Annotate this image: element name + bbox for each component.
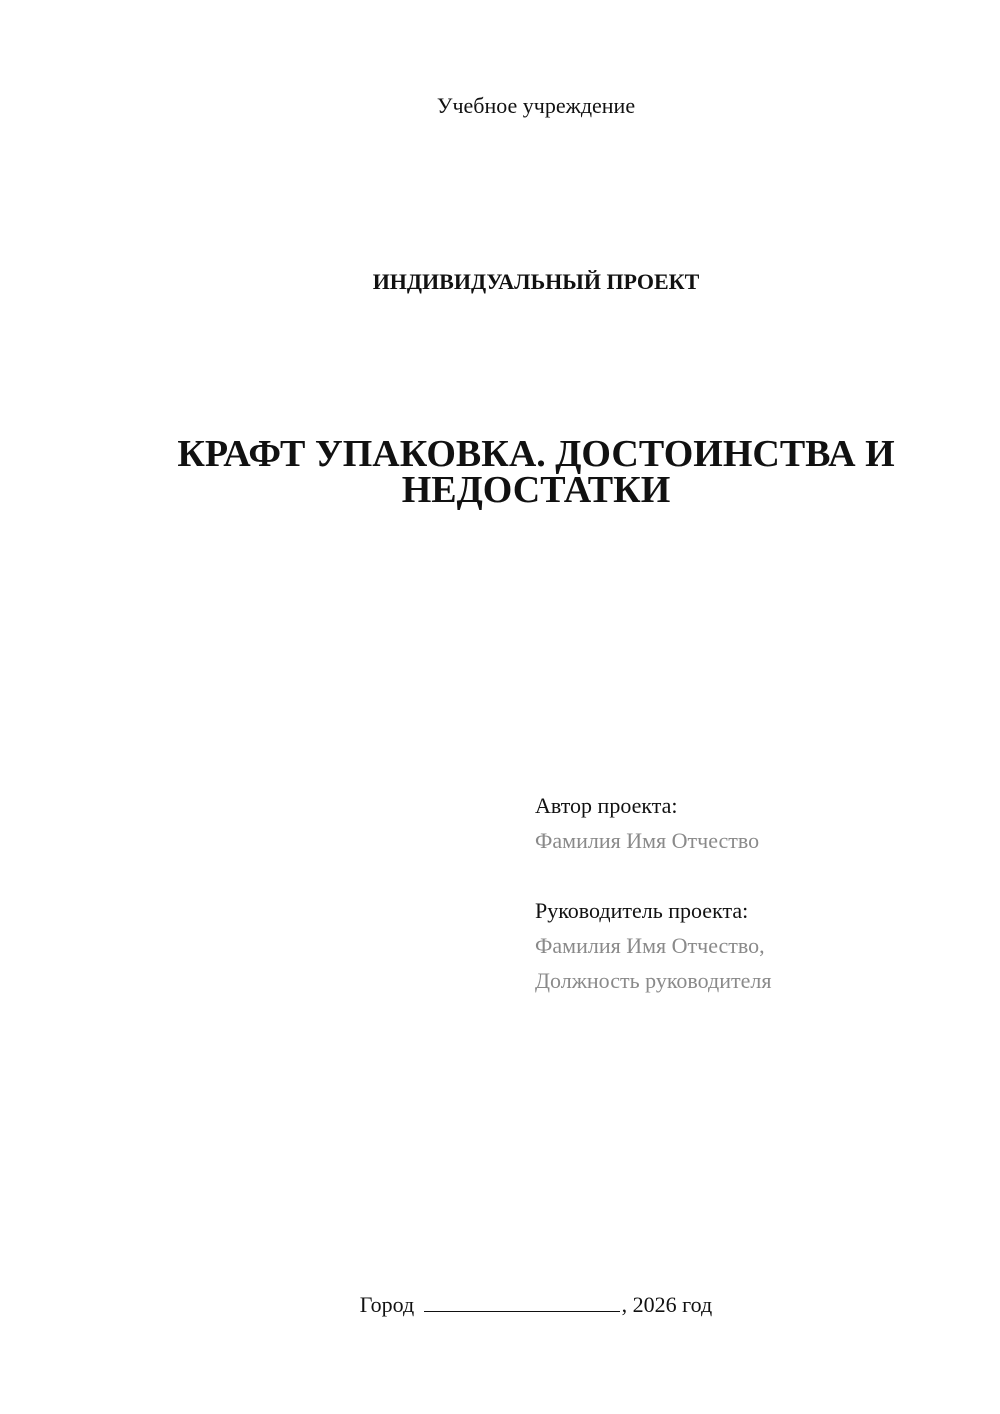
project-title xyxy=(150,433,922,511)
year-label: , 2026 год xyxy=(621,1292,713,1317)
project-title-line-2: НЕДОСТАТКИ xyxy=(401,469,671,511)
city-year-line xyxy=(0,1290,1000,1320)
author-name: Фамилия Имя Отчество xyxy=(535,828,760,853)
supervisor-label: Руководитель проекта: xyxy=(535,898,749,923)
city-label: Город xyxy=(359,1292,415,1317)
supervisor-block xyxy=(535,893,975,998)
author-label: Автор проекта: xyxy=(535,793,678,818)
supervisor-name: Фамилия Имя Отчество, xyxy=(535,933,765,958)
city-blank-line xyxy=(424,1291,620,1312)
institution-name: Учебное учреждение xyxy=(436,93,636,118)
supervisor-position: Должность руководителя xyxy=(535,968,772,993)
credits-block xyxy=(535,788,975,998)
project-title-line-1: КРАФТ УПАКОВКА. ДОСТОИНСТВА И xyxy=(177,433,895,475)
author-block xyxy=(535,788,975,858)
document-type: ИНДИВИДУАЛЬНЫЙ ПРОЕКТ xyxy=(372,269,700,294)
